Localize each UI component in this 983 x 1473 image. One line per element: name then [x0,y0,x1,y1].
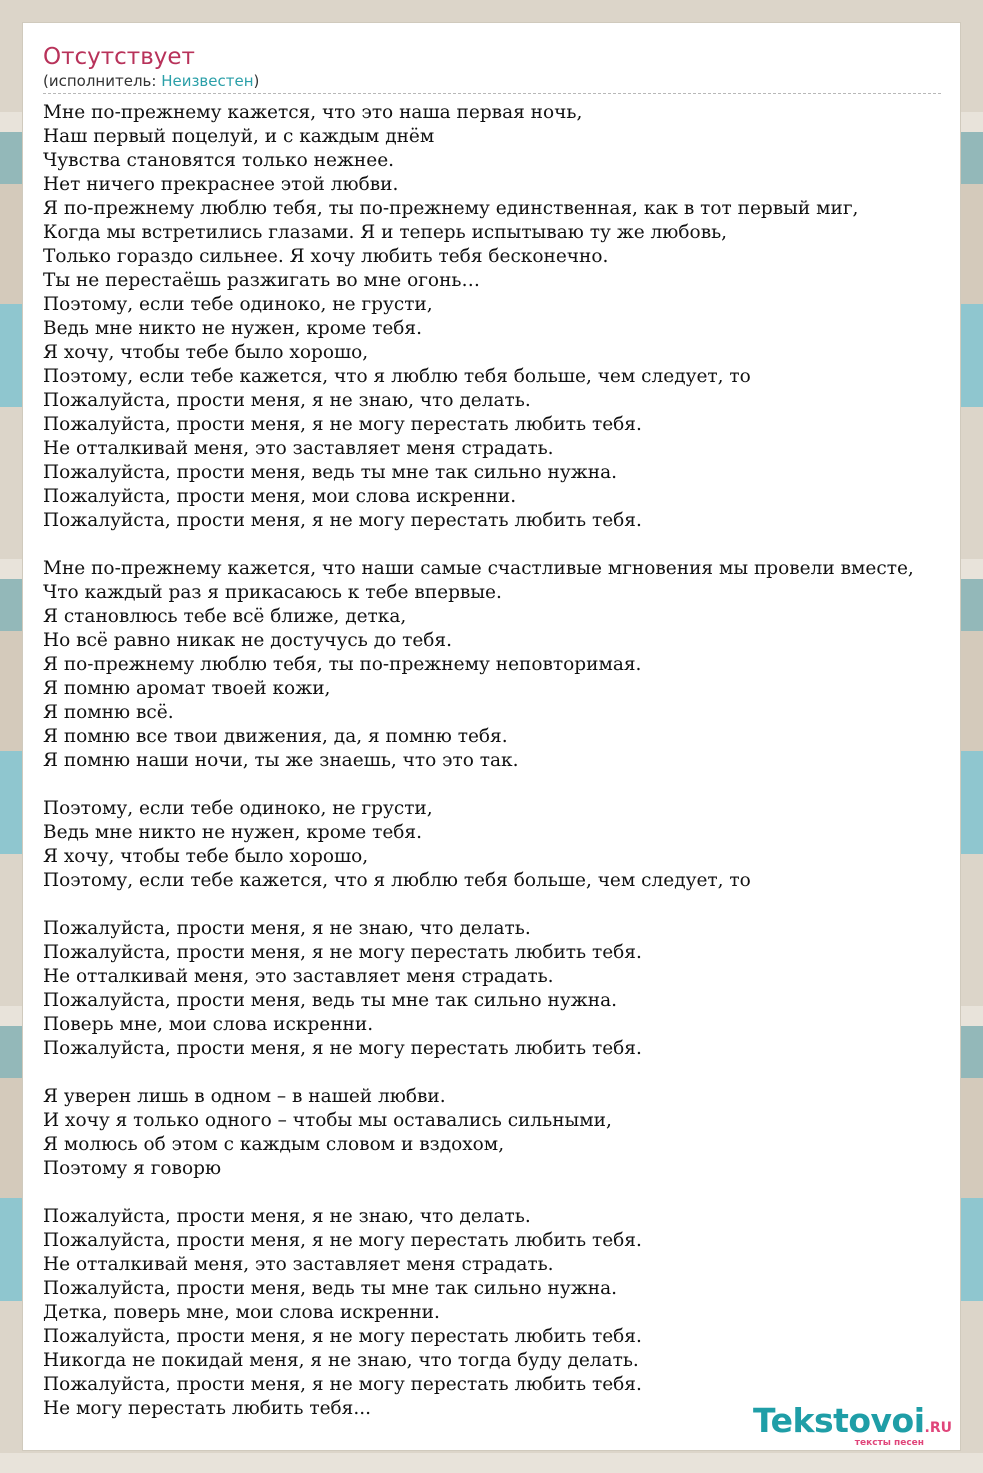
site-logo[interactable] [752,1401,952,1448]
lyric-line: Пожалуйста, прости меня, я не могу перестать любить тебя. [43,1038,642,1059]
lyric-line: Я становлюсь тебе всё ближе, детка, [43,606,407,627]
lyric-line: Что каждый раз я прикасаюсь к тебе впервые. [43,582,502,603]
artist-link[interactable]: Неизвестен [161,72,254,90]
lyric-line: Мне по-прежнему кажется, что наши самые счастливые мгновения мы провели вместе, [43,558,914,579]
lyric-line: Чувства становятся только нежнее. [43,150,395,171]
artist-suffix: ) [253,72,260,90]
artist-line [43,71,941,94]
lyric-line: Поэтому, если тебе одиноко, не грусти, [43,294,433,315]
lyric-line: Детка, поверь мне, мои слова искренни. [43,1302,440,1323]
lyric-line: Когда мы встретились глазами. Я и теперь испытываю ту же любовь, [43,222,728,243]
lyric-line: Поэтому, если тебе одиноко, не грусти, [43,798,433,819]
lyric-blank-line [43,1061,961,1085]
logo-name: Tekstovoi [752,1401,925,1440]
lyrics-text [43,101,961,1421]
lyric-line: Поэтому, если тебе кажется, что я люблю тебя больше, чем следует, то [43,366,751,387]
song-title: Отсутствует [43,44,195,70]
lyric-line: Я уверен лишь в одном – в нашей любви. [43,1086,446,1107]
lyric-line: Я по-прежнему люблю тебя, ты по-прежнему единственная, как в тот первый миг, [43,198,859,219]
lyric-blank-line [43,893,961,917]
lyric-line: Поэтому я говорю [43,1158,222,1179]
lyric-blank-line [43,533,961,557]
lyric-line: Я хочу, чтобы тебе было хорошо, [43,846,369,867]
lyric-line: И хочу я только одного – чтобы мы оставались сильными, [43,1110,612,1131]
logo-tld: .RU [924,1420,952,1436]
lyric-line: Ведь мне никто не нужен, кроме тебя. [43,318,422,339]
lyric-line: Мне по-прежнему кажется, что это наша первая ночь, [43,102,583,123]
logo-tagline: тексты песен [854,1438,924,1448]
artist-prefix: (исполнитель: [43,72,162,90]
lyric-line: Не отталкивай меня, это заставляет меня страдать. [43,438,554,459]
lyric-line: Не отталкивай меня, это заставляет меня страдать. [43,1254,554,1275]
lyric-line: Пожалуйста, прости меня, мои слова искренни. [43,486,517,507]
lyrics-card [22,22,961,1451]
lyric-line: Пожалуйста, прости меня, я не могу перестать любить тебя. [43,942,642,963]
lyric-line: Я помню всё. [43,702,174,723]
lyric-line: Пожалуйста, прости меня, я не могу перестать любить тебя. [43,1374,642,1395]
lyric-line: Нет ничего прекраснее этой любви. [43,174,399,195]
lyric-line: Я помню аромат твоей кожи, [43,678,331,699]
lyric-line: Поверь мне, мои слова искренни. [43,1014,374,1035]
lyric-line: Только гораздо сильнее. Я хочу любить тебя бесконечно. [43,246,609,267]
lyric-line: Пожалуйста, прости меня, я не могу перестать любить тебя. [43,1326,642,1347]
lyric-line: Пожалуйста, прости меня, ведь ты мне так сильно нужна. [43,990,618,1011]
lyric-line: Пожалуйста, прости меня, я не знаю, что делать. [43,1206,531,1227]
lyric-line: Ты не перестаёшь разжигать во мне огонь… [43,270,480,291]
lyric-line: Но всё равно никак не достучусь до тебя. [43,630,452,651]
lyric-line: Пожалуйста, прости меня, я не знаю, что делать. [43,918,531,939]
lyric-line: Не отталкивай меня, это заставляет меня страдать. [43,966,554,987]
lyric-line: Я хочу, чтобы тебе было хорошо, [43,342,369,363]
lyric-line: Пожалуйста, прости меня, ведь ты мне так сильно нужна. [43,1278,618,1299]
lyric-line: Не могу перестать любить тебя... [43,1398,371,1419]
lyric-line: Ведь мне никто не нужен, кроме тебя. [43,822,422,843]
lyric-line: Я помню наши ночи, ты же знаешь, что это так. [43,750,519,771]
lyric-line: Я молюсь об этом с каждым словом и вздохом, [43,1134,505,1155]
lyric-line: Я помню все твои движения, да, я помню тебя. [43,726,508,747]
lyric-line: Поэтому, если тебе кажется, что я люблю тебя больше, чем следует, то [43,870,751,891]
lyric-line: Я по-прежнему люблю тебя, ты по-прежнему неповторимая. [43,654,642,675]
lyric-line: Никогда не покидай меня, я не знаю, что тогда буду делать. [43,1350,639,1371]
lyric-line: Пожалуйста, прости меня, ведь ты мне так сильно нужна. [43,462,618,483]
lyric-line: Пожалуйста, прости меня, я не могу перестать любить тебя. [43,1230,642,1251]
lyric-line: Пожалуйста, прости меня, я не могу перестать любить тебя. [43,414,642,435]
song-header [43,43,941,94]
lyric-line: Пожалуйста, прости меня, я не знаю, что делать. [43,390,531,411]
lyric-blank-line [43,1181,961,1205]
lyric-line: Пожалуйста, прости меня, я не могу перестать любить тебя. [43,510,642,531]
lyric-line: Наш первый поцелуй, и с каждым днём [43,126,435,147]
lyric-blank-line [43,773,961,797]
